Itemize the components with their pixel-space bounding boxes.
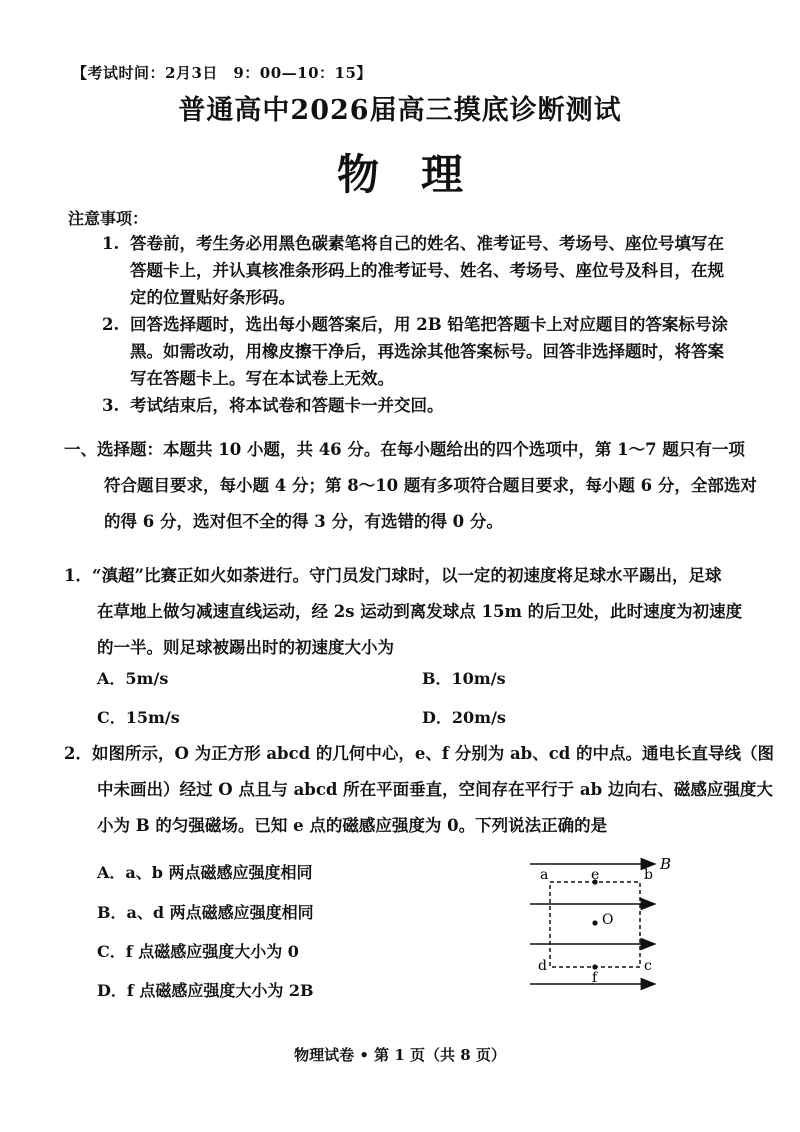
label-d: d [538, 958, 547, 974]
label-c: c [644, 958, 652, 974]
notes-title: 注意事项： [68, 209, 149, 228]
question-2 [64, 736, 780, 844]
q1-option-c[interactable]: C．15m/s [97, 708, 180, 727]
point-f [592, 964, 597, 969]
label-f: f [592, 970, 598, 986]
note-line: 回答选择题时，选出每小题答案后，用 2B 铅笔把答题卡上对应题目的答案标号涂 [130, 315, 728, 334]
note-number: 3. [102, 396, 120, 415]
q1-option-a[interactable]: A．5m/s [97, 669, 169, 688]
label-e: e [591, 867, 600, 883]
label-o: O [602, 912, 614, 928]
note-item [102, 392, 782, 419]
note-line: 答卷前，考生务必用黑色碳素笔将自己的姓名、准考证号、考场号、座位号填写在 [130, 234, 724, 253]
subject-title: 物理 [336, 150, 505, 199]
question-line: 的一半。则足球被踢出时的初速度大小为 [97, 638, 394, 657]
notes-list [102, 230, 782, 419]
exam-title: 普通高中2026届高三摸底诊断测试 [178, 95, 622, 126]
section-line: 符合题目要求，每小题 4 分；第 8～10 题有多项符合题目要求，每小题 6 分，全部选对 [104, 476, 757, 495]
q2-option-a[interactable]: A．a、b 两点磁感应强度相同 [97, 863, 313, 882]
note-line: 黑。如需改动，用橡皮擦干净后，再选涂其他答案标号。回答非选择题时，将答案 [130, 342, 724, 361]
magnetic-field-figure [520, 850, 690, 1000]
note-number: 2. [102, 315, 120, 334]
note-line: 定的位置贴好条形码。 [130, 288, 295, 307]
section-instructions [64, 432, 780, 540]
page-footer: 物理试卷 • 第 1 页（共 8 页） [294, 1046, 506, 1064]
question-line: 1．“滇超”比赛正如火如荼进行。守门员发门球时，以一定的初速度将足球水平踢出，足球 [64, 566, 722, 585]
section-line: 的得 6 分，选对但不全的得 3 分，有选错的得 0 分。 [104, 512, 503, 531]
q1-option-b[interactable]: B．10m/s [422, 669, 506, 688]
q2-option-c[interactable]: C．f 点磁感应强度大小为 0 [97, 942, 299, 961]
section-line: 一、选择题：本题共 10 小题，共 46 分。在每小题给出的四个选项中，第 1～7 题只有一项 [64, 440, 745, 459]
note-line: 答题卡上，并认真核准条形码上的准考证号、姓名、考场号、座位号及科目，在规 [130, 261, 724, 280]
note-item [102, 230, 782, 311]
note-line: 写在答题卡上。写在本试卷上无效。 [130, 369, 394, 388]
label-a: a [540, 867, 549, 883]
q2-option-b[interactable]: B．a、d 两点磁感应强度相同 [97, 903, 314, 922]
q1-option-d[interactable]: D．20m/s [422, 708, 506, 727]
question-line: 中未画出）经过 O 点且与 abcd 所在平面垂直，空间存在平行于 ab 边向右、磁感应强度大 [97, 780, 773, 799]
exam-time: 【考试时间：2月3日 9：00—10：15】 [72, 64, 372, 82]
point-o [592, 920, 597, 925]
label-b-field: B [660, 855, 672, 873]
label-b: b [644, 867, 653, 883]
question-line: 在草地上做匀减速直线运动，经 2s 运动到离发球点 15m 的后卫处，此时速度为初速度 [97, 602, 743, 621]
note-line: 考试结束后，将本试卷和答题卡一并交回。 [130, 396, 444, 415]
q2-option-d[interactable]: D．f 点磁感应强度大小为 2B [97, 981, 314, 1000]
question-line: 小为 B 的匀强磁场。已知 e 点的磁感应强度为 0。下列说法正确的是 [97, 816, 608, 835]
question-1 [64, 558, 780, 666]
note-number: 1. [102, 234, 120, 253]
question-line: 2．如图所示，O 为正方形 abcd 的几何中心，e、f 分别为 ab、cd 的中点。通电长直导线（图 [64, 744, 775, 763]
note-item [102, 311, 782, 392]
